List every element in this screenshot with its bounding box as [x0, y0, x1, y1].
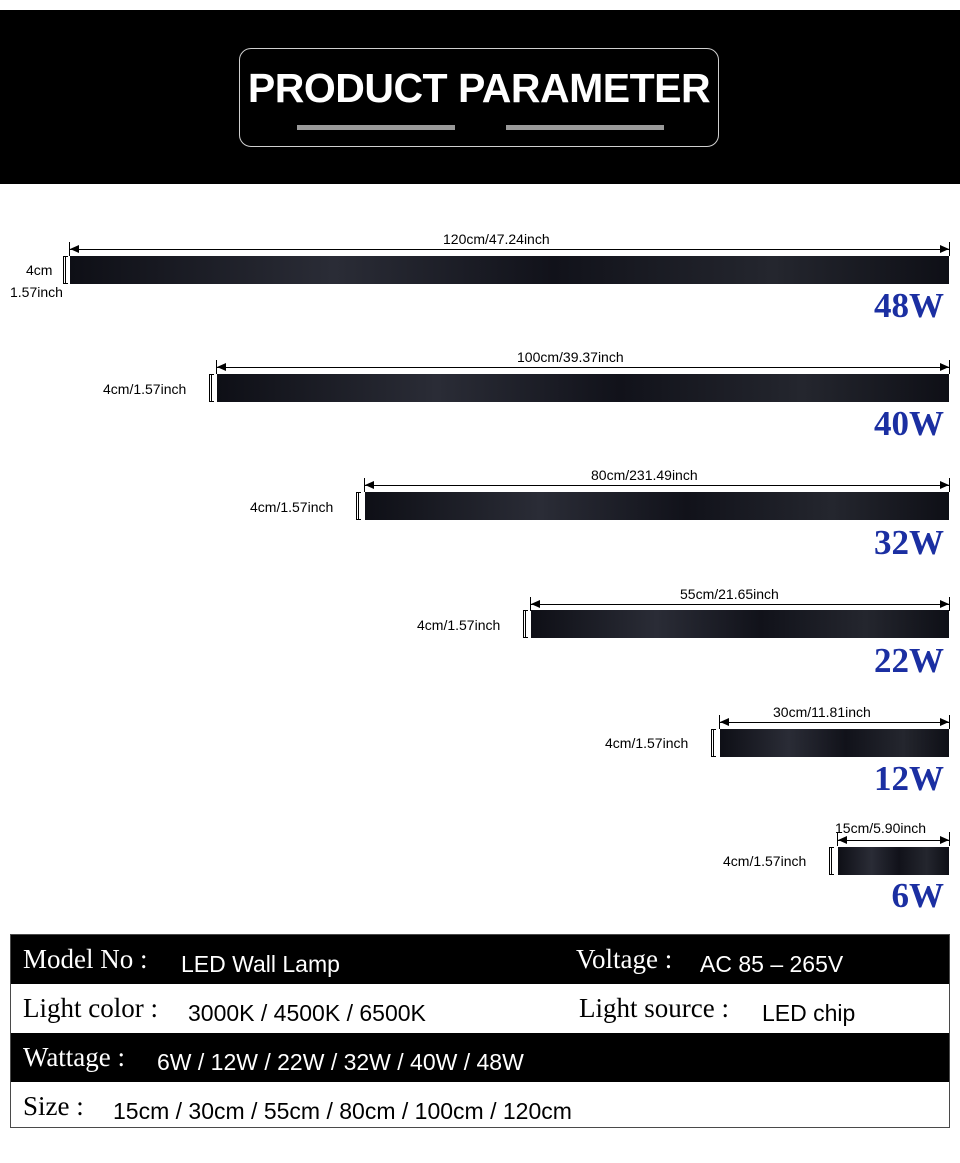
lamp-bar [838, 847, 949, 875]
model-value: LED Wall Lamp [181, 951, 340, 977]
lamp-bar [217, 374, 949, 402]
height-bracket [523, 610, 528, 638]
light-color-value: 3000K / 4500K / 6500K [188, 1000, 426, 1026]
lamp-length-label: 15cm/5.90inch [835, 820, 927, 836]
height-bracket [356, 492, 361, 520]
wattage-label: 6W [891, 876, 944, 915]
size-value: 15cm / 30cm / 55cm / 80cm / 100cm / 120cm [113, 1098, 572, 1124]
header-banner [0, 10, 960, 184]
wattage-spec-label: Wattage : [23, 1042, 126, 1072]
spec-row-color [11, 984, 949, 1033]
dim-tick-right [949, 597, 950, 611]
wattage-label: 32W [874, 523, 944, 562]
lamp-length-label: 80cm/231.49inch [591, 467, 698, 483]
wattage-label: 40W [874, 404, 944, 443]
spec-table [10, 934, 950, 1128]
length-dimension-line [365, 485, 949, 486]
length-dimension-line [838, 840, 949, 841]
height-bracket [63, 256, 68, 284]
lamp-length-label: 100cm/39.37inch [517, 349, 624, 365]
light-color-label: Light color : [23, 993, 158, 1023]
dim-tick-right [949, 360, 950, 374]
lamp-length-label: 30cm/11.81inch [773, 704, 871, 720]
wattage-label: 12W [874, 759, 944, 798]
spec-row-wattage [11, 1033, 949, 1082]
lamp-bar [720, 729, 949, 757]
size-label: Size : [23, 1091, 84, 1121]
page-title: PRODUCT PARAMETER [247, 65, 711, 111]
lamp-height-label: 4cm/1.57inch [103, 381, 187, 397]
height-bracket [711, 729, 716, 757]
lamp-length-label: 55cm/21.65inch [680, 586, 779, 602]
light-source-value: LED chip [762, 1000, 856, 1026]
lamp-height-inch-label: 1.57inch [10, 284, 63, 300]
model-label: Model No : [23, 944, 148, 974]
height-bracket [829, 847, 834, 875]
wattage-label: 48W [874, 286, 944, 325]
dim-tick-right [949, 832, 950, 846]
lamp-bar [365, 492, 949, 520]
wattage-label: 22W [874, 641, 944, 680]
dim-tick-right [949, 715, 950, 729]
lamp-height-label: 4cm/1.57inch [417, 617, 501, 633]
title-underline-left [297, 125, 455, 130]
dim-tick-right [949, 478, 950, 492]
spec-row-size [11, 1082, 949, 1127]
title-frame [239, 48, 719, 147]
length-dimension-line [720, 722, 949, 723]
lamp-bar [70, 256, 949, 284]
height-bracket [209, 374, 214, 402]
lamp-height-label: 4cm/1.57inch [250, 499, 334, 515]
wattage-spec-value: 6W / 12W / 22W / 32W / 40W / 48W [157, 1049, 524, 1075]
spec-row-model [11, 935, 949, 984]
light-source-label: Light source : [579, 993, 729, 1023]
lamp-height-label: 4cm/1.57inch [723, 853, 807, 869]
length-dimension-line [531, 604, 949, 605]
lamp-height-label: 4cm [26, 262, 53, 278]
voltage-label: Voltage : [576, 944, 673, 974]
length-dimension-line [70, 249, 949, 250]
title-underline-right [506, 125, 664, 130]
lamp-length-label: 120cm/47.24inch [443, 231, 550, 247]
voltage-value: AC 85 – 265V [700, 951, 844, 977]
lamp-bar [531, 610, 949, 638]
lamp-height-label: 4cm/1.57inch [605, 735, 689, 751]
dim-tick-right [949, 242, 950, 256]
length-dimension-line [217, 367, 949, 368]
